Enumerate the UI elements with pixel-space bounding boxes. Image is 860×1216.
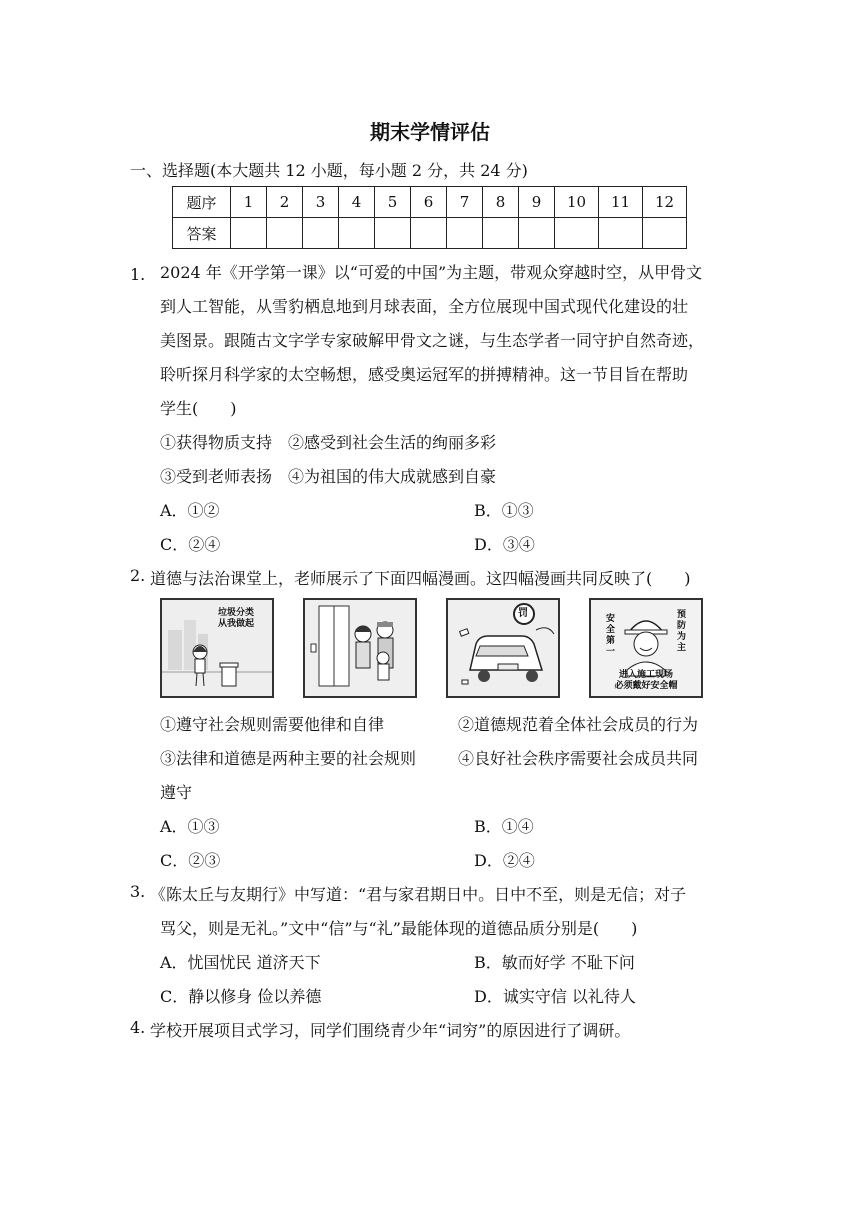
answer-cell[interactable] (483, 218, 519, 249)
option-c[interactable]: C．静以修身 俭以养德 (160, 987, 322, 1006)
stem-line: 骂父，则是无礼。”文中“信”与“礼”最能体现的道德品质分别是( ) (160, 919, 638, 938)
table-row (173, 218, 687, 249)
stem-line: 聆听探月科学家的太空畅想，感受奥运冠军的拼搏精神。这一节目旨在帮助 (160, 365, 689, 384)
elevator-queue-illustration (305, 600, 415, 696)
option-b[interactable]: B．敏而好学 不耻下问 (474, 953, 635, 972)
question-stem (160, 256, 735, 426)
fine-sign-text: 罚 (518, 608, 528, 619)
stem-line: 学生( ) (160, 399, 237, 418)
stem-line: 2024 年《开学第一课》以“可爱的中国”为主题，带观众穿越时空，从甲骨文 (160, 263, 703, 282)
answer-cell[interactable] (267, 218, 303, 249)
answer-cell[interactable] (643, 218, 687, 249)
option-d[interactable]: D．诚实守信 以礼待人 (474, 987, 636, 1006)
table-cell: 11 (599, 187, 643, 218)
table-row (173, 187, 687, 218)
stem-line: 美图景。跟随古文字学专家破解甲骨文之谜，与生态学者一同守护自然奇迹， (160, 331, 705, 350)
table-cell: 1 (231, 187, 267, 218)
statement-line: ④良好社会秩序需要社会成员共同 (458, 749, 699, 768)
comic-panel-traffic-fine (446, 598, 560, 698)
question-number: 2. (130, 566, 146, 585)
table-row-label: 题序 (173, 187, 231, 218)
answer-cell[interactable] (339, 218, 375, 249)
statement-line: ②道德规范着全体社会成员的行为 (458, 715, 699, 734)
table-cell: 6 (411, 187, 447, 218)
option-b[interactable]: B．①④ (474, 817, 534, 836)
question-number: 4. (130, 1018, 146, 1037)
table-cell: 4 (339, 187, 375, 218)
option-c[interactable]: C．②④ (160, 535, 221, 554)
stem-line: 学校开展项目式学习，同学们围绕青少年“词穷”的原因进行了调研。 (150, 1021, 631, 1040)
answer-cell[interactable] (447, 218, 483, 249)
page-title: 期末学情评估 (370, 120, 490, 144)
answer-cell[interactable] (375, 218, 411, 249)
statement-line: ①获得物质支持 ②感受到社会生活的绚丽多彩 (160, 433, 497, 452)
table-cell: 5 (375, 187, 411, 218)
answer-cell[interactable] (519, 218, 555, 249)
table-cell: 10 (555, 187, 599, 218)
table-cell: 7 (447, 187, 483, 218)
option-a[interactable]: A．①② (160, 501, 220, 520)
car-fine-illustration (448, 600, 558, 696)
question-stem: 道德与法治课堂上，老师展示了下面四幅漫画。这四幅漫画共同反映了( ) (150, 569, 691, 588)
option-a[interactable]: A．①③ (160, 817, 220, 836)
section-heading: 一、选择题(本大题共 12 小题，每小题 2 分，共 24 分) (130, 161, 528, 180)
answer-cell[interactable] (303, 218, 339, 249)
option-d[interactable]: D．③④ (474, 535, 535, 554)
table-cell: 3 (303, 187, 339, 218)
answer-cell[interactable] (555, 218, 599, 249)
answer-cell[interactable] (231, 218, 267, 249)
answer-table (172, 186, 687, 249)
statement-line: ③受到老师表扬 ④为祖国的伟大成就感到自豪 (160, 467, 497, 486)
comic-strip (160, 598, 720, 696)
option-d[interactable]: D．②④ (474, 851, 535, 870)
panel-side-text-right: 预 防 为 主 (677, 610, 687, 653)
question-number: 3. (130, 882, 146, 901)
option-a[interactable]: A．忧国忧民 道济天下 (160, 953, 321, 972)
stem-line: 到人工智能，从雪豹栖息地到月球表面，全方位展现中国式现代化建设的壮 (160, 297, 689, 316)
girl-with-bin-illustration (162, 600, 272, 696)
table-cell: 9 (519, 187, 555, 218)
panel-caption: 垃圾分类 从我做起 (218, 608, 255, 629)
answer-cell[interactable] (411, 218, 447, 249)
statement-line: 遵守 (160, 783, 193, 802)
comic-panel-garbage-sorting (160, 598, 274, 698)
option-c[interactable]: C．②③ (160, 851, 221, 870)
table-cell: 8 (483, 187, 519, 218)
table-cell: 2 (267, 187, 303, 218)
answer-cell[interactable] (599, 218, 643, 249)
stem-line: 《陈太丘与友期行》中写道：“君与家君期日中。日中不至，则是无信；对子 (150, 885, 687, 904)
comic-panel-safety-helmet (589, 598, 703, 698)
statement-line: ①遵守社会规则需要他律和自律 (160, 715, 385, 734)
table-cell: 12 (643, 187, 687, 218)
panel-caption: 进入施工现场 必须戴好安全帽 (614, 670, 678, 691)
panel-side-text-left: 安 全 第 一 (606, 614, 616, 657)
table-row-label: 答案 (173, 218, 231, 249)
question-number: 1. (130, 265, 146, 284)
option-b[interactable]: B．①③ (474, 501, 534, 520)
statement-line: ③法律和道德是两种主要的社会规则 (160, 749, 417, 768)
comic-panel-elevator (303, 598, 417, 698)
